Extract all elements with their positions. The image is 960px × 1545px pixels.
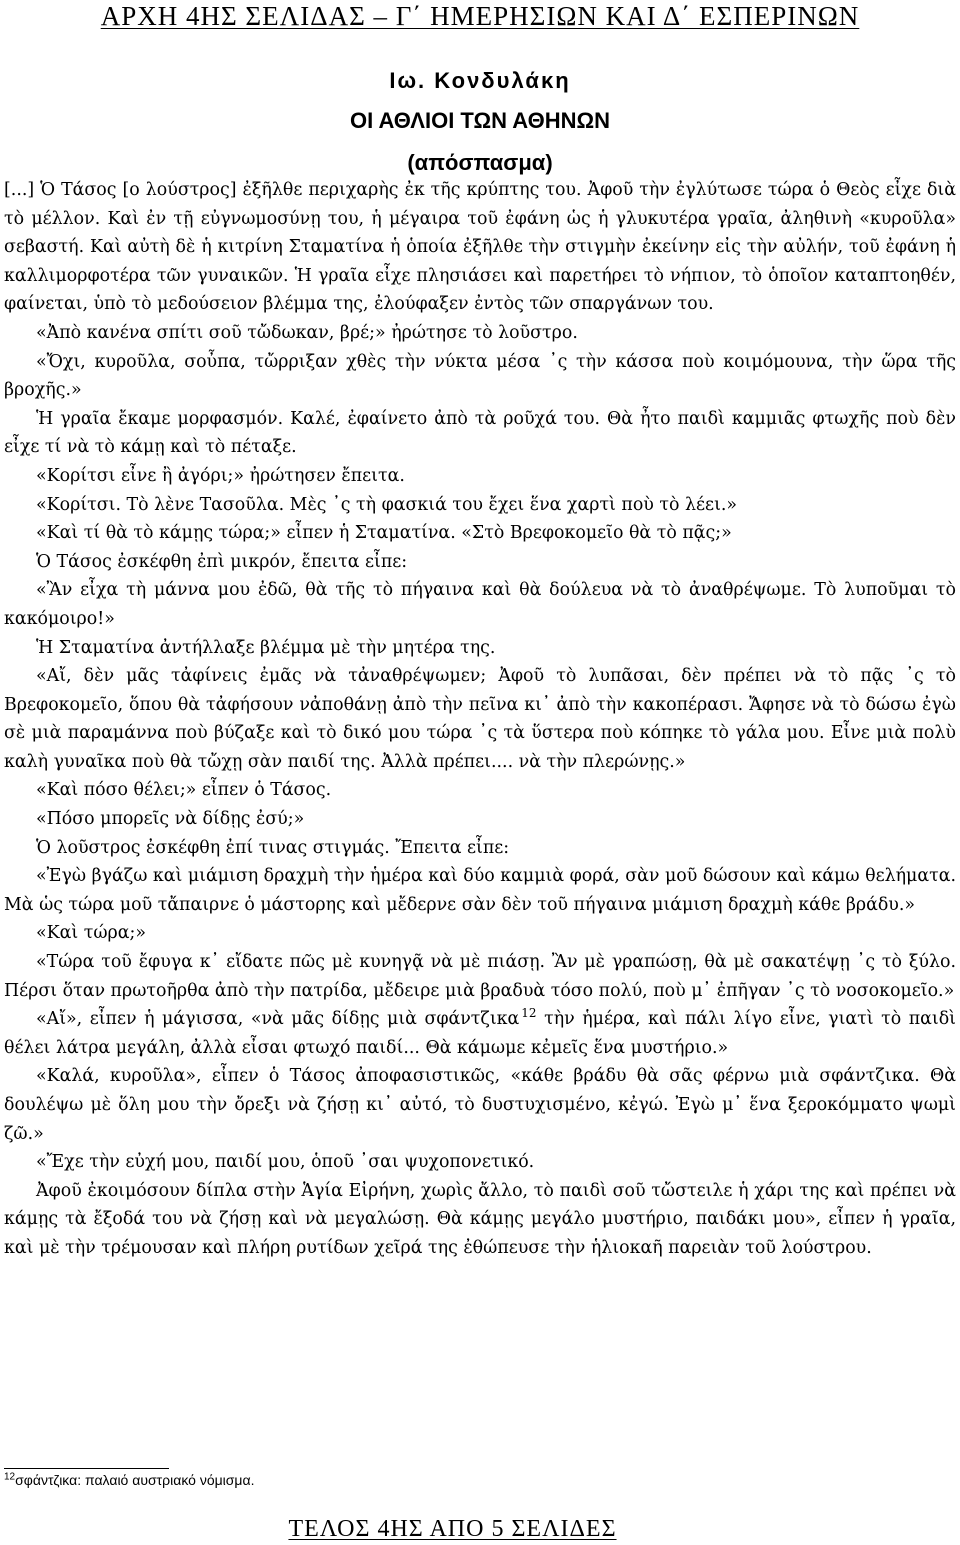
paragraph: Ἡ γραῖα ἔκαμε μορφασμόν. Καλέ, ἐφαίνετο ἀπὸ τὰ ροῦχά του. Θὰ ἦτο παιδὶ καμμιᾶς φτωχῆς ποὺ δὲν εἶχε τί νὰ τὸ κάμῃ καὶ τὸ πέταξε. bbox=[4, 408, 956, 458]
footnote-divider bbox=[4, 1468, 169, 1469]
paragraph: Ἡ Σταματίνα ἀντήλλαξε βλέμμα μὲ τὴν μητέρα της. bbox=[36, 637, 496, 658]
page-footer bbox=[0, 1515, 905, 1543]
footnote-reference: 12 bbox=[521, 1006, 537, 1021]
paragraph: «Ἀπὸ κανένα σπίτι σοῦ τὤδωκαν, βρέ;» ἠρώτησε τὸ λοῦστρο. bbox=[36, 322, 578, 343]
paragraph: «Καλά, κυροῦλα», εἶπεν ὁ Τάσος ἀποφασιστικῶς, «κάθε βράδυ θὰ σᾶς φέρνω μιὰ σφάντζικα. Θὰ δουλέψω μὲ ὅλη μου τὴν ὄρεξι νὰ ζήσῃ κι᾽ αὐτό, τὸ δυστυχισμένο, κἐγώ. Ἐγὼ μ᾽ ἕνα ξεροκόμματο ψωμὶ ζῶ.» bbox=[4, 1066, 956, 1144]
paragraph-head: «Αἴ», εἶπεν ἡ μάγισσα, «νὰ μᾶς δίδῃς μιὰ σφάντζικα bbox=[36, 1009, 520, 1030]
paragraph-tail: τὴν ἡμέρα, καὶ πάλι λίγο εἶνε, γιατὶ τὸ παιδὶ θέλει λάτρα μεγάλη, ἀλλὰ εἶσαι φτωχό παιδί... Θὰ κάμωμε κἐμεῖς ἕνα μυστήριο.» bbox=[4, 1009, 957, 1058]
paragraph: «Καὶ πόσο θέλει;» εἶπεν ὁ Τάσος. bbox=[36, 780, 332, 801]
page-footer-text: ΤΕΛΟΣ 4ΗΣ ΑΠΟ 5 ΣΕΛΙΔΕΣ bbox=[288, 1516, 617, 1542]
paragraph-with-footnote bbox=[4, 1005, 956, 1062]
paragraph: «Ἐγὼ βγάζω καὶ μιάμιση δραχμὴ τὴν ἡμέρα καὶ δύο καμμιὰ φορά, σὰν μοῦ δώσουν καὶ κάμω θελήματα. Μὰ ὡς τώρα μοῦ τἄπαιρνε ὁ μάστορης καὶ μἔδερνε σὰν δὲν τοῦ πήγαινα μιάμιση δραχμὴ κάθε βράδυ.» bbox=[4, 866, 956, 915]
paragraph: «Κορίτσι εἶνε ἢ ἀγόρι;» ἠρώτησεν ἔπειτα. bbox=[36, 465, 405, 486]
paragraph: «Ὄχι, κυροῦλα, σοὖπα, τὤρριξαν χθὲς τὴν νύκτα μέσα ᾽ς τὴν κάσσα ποὺ κοιμόμουνα, τὴν ὥρα τῆς βροχῆς.» bbox=[4, 351, 956, 401]
page-header bbox=[0, 0, 960, 32]
footnote-text: σφάντζικα: παλαιό αυστριακό νόμισμα. bbox=[15, 1472, 255, 1488]
paragraph: «Ἔχε τὴν εὐχή μου, παιδί μου, ὁποῦ ᾽σαι ψυχοπονετικό. bbox=[36, 1152, 535, 1173]
paragraph: «Καὶ τώρα;» bbox=[36, 923, 146, 944]
document-title: ΟΙ ΑΘΛΙΟΙ ΤΩΝ ΑΘΗΝΩΝ bbox=[349, 108, 611, 133]
footnote bbox=[4, 1471, 254, 1489]
paragraph: Ἀφοῦ ἐκοιμόσουν δίπλα στὴν Ἁγία Εἰρήνη, χωρὶς ἄλλο, τὸ παιδὶ σοῦ τὤστειλε ἡ χάρι της καὶ πρέπει νὰ κάμῃς τὰ ἔξοδά του νὰ ζήσῃ καὶ νὰ μεγαλώσῃ. Θὰ κάμῃς μεγάλο μυστήριο, παιδάκι μου», εἶπεν ἡ γραῖα, καὶ μὲ τὴν τρέμουσαν καὶ πλήρη ρυτίδων χεῖρά της ἐθώπευσε τὴν ἡλιοκαῆ παρειὰν τοῦ λούστρου. bbox=[4, 1180, 956, 1258]
footnote-number: 12 bbox=[4, 1471, 16, 1483]
paragraph: [...] Ὁ Τάσος [ο λούστρος] ἐξῆλθε περιχαρὴς ἐκ τῆς κρύπτης του. Ἀφοῦ τὴν ἐγλύτωσε τώρα ὁ Θεὸς εἶχε διὰ τὸ μέλλον. Καὶ ἐν τῇ εὐγνωμοσύνῃ του, ἡ μέγαιρα τοῦ ἐφάνη ὡς ἡ γλυκυτέρα γραῖα, ἀληθινὴ «κυροῦλα» σεβαστή. Καὶ αὐτὴ δὲ ἡ κιτρίνη Σταματίνα ἡ ὁποία ἐξῆλθε τὴν στιγμὴν ἐκείνην εἰς τὴν αὐλήν, τοῦ ἐφάνη ἡ καλλιμορφοτέρα τῶν γυναικῶν. Ἡ γραῖα εἶχε πλησιάσει καὶ παρετήρει τὸ νήπιον, τὸ ὁποῖον καταπτοηθέν, φαίνεται, ὑπὸ τὸ μεδούσειον βλέμμα της, ἐλούφαξεν ἐντὸς τῶν σπαργάνων του. bbox=[4, 180, 956, 315]
page-header-text: ΑΡΧΗ 4ΗΣ ΣΕΛΙΔΑΣ – Γ΄ ΗΜΕΡΗΣΙΩΝ ΚΑΙ Δ΄ ΕΣΠΕΡΙΝΩΝ bbox=[100, 1, 860, 31]
paragraph: Ὁ Τάσος ἐσκέφθη ἐπὶ μικρόν, ἔπειτα εἶπε: bbox=[36, 551, 408, 572]
paragraph: «Πόσο μπορεῖς νὰ δίδῃς ἐσύ;» bbox=[36, 809, 305, 830]
paragraph: «Αἴ, δὲν μᾶς τἀφίνεις ἐμᾶς νὰ τἀναθρέψωμεν; Ἀφοῦ τὸ λυπᾶσαι, δὲν πρέπει νὰ τὸ πᾷς ᾽ς τὸ Βρεφοκομεῖο, ὅπου θὰ τἀφήσουν νἀποθάνῃ ἀπὸ τὴν πεῖνα κι᾽ ἀπὸ τὴν κακοπέρασι. Ἄφησε νὰ τὸ δώσω ἐγὼ σὲ μιὰ παραμάννα ποὺ βύζαξε καὶ τὸ δικό μου τώρα ᾽ς τὰ ὕστερα ποὺ κόπηκε τὸ γάλα μου. Εἶνε μιὰ πολὺ καλὴ γυναῖκα ποὺ θὰ τὤχῃ σὰν παιδί της. Ἀλλὰ πρέπει.... νὰ τὴν πλερώνῃς.» bbox=[4, 666, 956, 772]
excerpt-body bbox=[4, 176, 956, 1263]
document-subtitle: (απόσπασμα) bbox=[407, 150, 553, 175]
paragraph: Ὁ λοῦστρος ἐσκέφθη ἐπί τινας στιγμάς. Ἔπειτα εἶπε: bbox=[36, 837, 510, 858]
paragraph: «Ἂν εἶχα τὴ μάννα μου ἐδῶ, θὰ τῆς τὸ πήγαινα καὶ θὰ δούλευα νὰ τὸ ἀναθρέψωμε. Τὸ λυποῦμαι τὸ κακόμοιρο!» bbox=[4, 580, 956, 629]
paragraph: «Κορίτσι. Τὸ λὲνε Τασοῦλα. Μὲς ᾽ς τὴ φασκιά του ἔχει ἕνα χαρτὶ ποὺ τὸ λέει.» bbox=[36, 494, 738, 515]
author-name: Ιω. Κονδυλάκη bbox=[389, 68, 571, 93]
paragraph: «Τώρα τοῦ ἔφυγα κ᾽ εἴδατε πῶς μὲ κυνηγᾷ νὰ μὲ πιάσῃ. Ἂν μὲ γραπώσῃ, θὰ μὲ σακατέψῃ ᾽ς τὸ ξύλο. Πέρσι ὅταν πρωτοῆρθα ἀπὸ τὴν πατρίδα, μἔδειρε μιὰ βραδυὰ τόσο πολύ, ποὺ μ᾽ ἐπῆγαν ᾽ς τὸ νοσοκομεῖο.» bbox=[4, 952, 956, 1001]
paragraph: «Καὶ τί θὰ τὸ κάμῃς τώρα;» εἶπεν ἡ Σταματίνα. «Στὸ Βρεφοκομεῖο θὰ τὸ πᾷς;» bbox=[36, 523, 732, 544]
